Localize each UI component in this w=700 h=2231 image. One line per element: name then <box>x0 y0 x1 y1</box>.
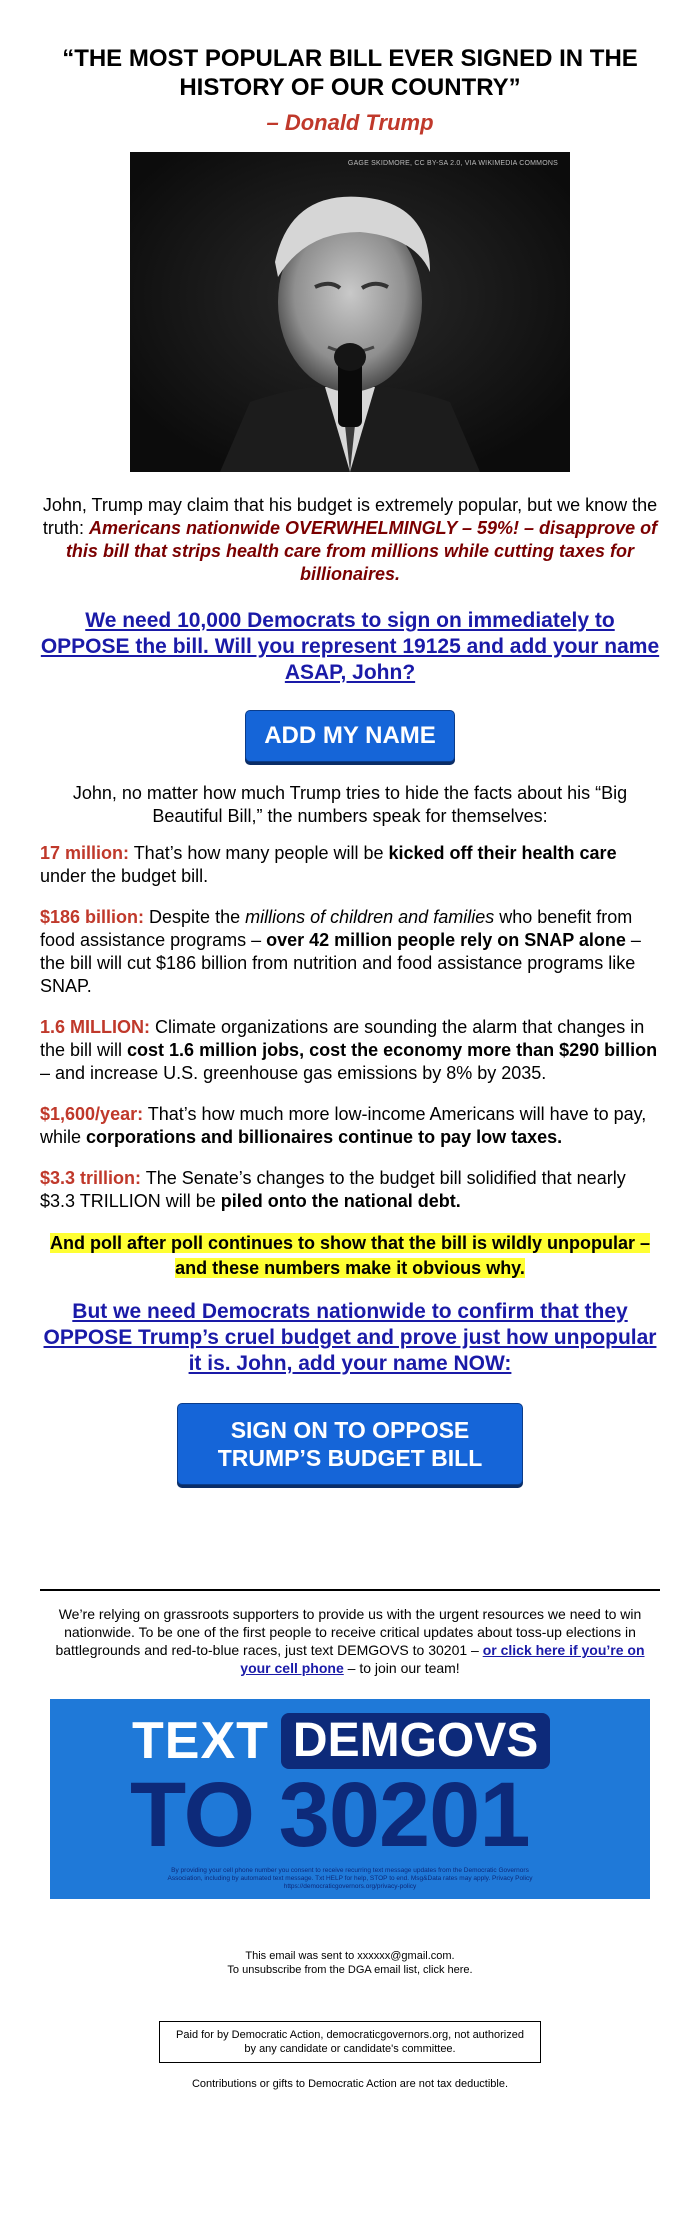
fact-label: 1.6 MILLION: <box>40 1017 151 1037</box>
unsubscribe-link[interactable]: To unsubscribe from the DGA email list, click here. <box>227 1964 473 1976</box>
fact-text: That’s how much more low-income Americans will have to pay, while <box>40 1104 647 1147</box>
confirm-oppose-link[interactable]: But we need Democrats nationwide to confirm that they OPPOSE Trump’s cruel budget and prove just how unpopular it is. John, add your name NOW: <box>43 1300 657 1375</box>
fact-text: That’s how many people will be <box>129 843 389 863</box>
fact-label: $186 billion: <box>40 907 145 927</box>
grassroots-after: – to join our team! <box>343 1660 460 1676</box>
banner-to-number: TO 30201 <box>130 1764 530 1866</box>
add-my-name-button[interactable]: ADD MY NAME <box>245 710 455 762</box>
sent-to-text: This email was sent to xxxxxx@gmail.com. <box>245 1950 455 1962</box>
header <box>40 0 660 136</box>
fact-item <box>40 1167 660 1213</box>
footer-email-info <box>40 1949 660 1977</box>
photo-credit: GAGE SKIDMORE, CC BY-SA 2.0, VIA WIKIMEDIA COMMONS <box>347 160 558 167</box>
fact-text: who benefit from food assistance programs – <box>40 907 633 950</box>
fact-text: under the budget bill. <box>40 866 209 886</box>
tax-disclaimer: Contributions or gifts to Democratic Action are not tax deductible. <box>191 2078 509 2090</box>
portrait-illustration <box>130 152 570 472</box>
fact-label: $3.3 trillion: <box>40 1168 142 1188</box>
fact-text: – the bill will cut $186 billion from nutrition and food assistance programs like SNAP. <box>40 930 641 996</box>
banner-top-line <box>132 1713 550 1769</box>
fact-text: Climate organizations are sounding the alarm that changes in the bill will <box>40 1017 645 1060</box>
numbers-intro: John, no matter how much Trump tries to hide the facts about his “Big Beautiful Bill,” the numbers speak for themselves: <box>72 783 628 826</box>
banner-text-word: TEXT <box>132 1712 269 1770</box>
divider <box>40 1589 660 1591</box>
paid-for-box: Paid for by Democratic Action, democraticgovernors.org, not authorized by any candidate or candidate's committee. <box>159 2021 541 2063</box>
cell-phone-link[interactable]: or click here if you’re on your cell phone <box>240 1642 645 1676</box>
fact-item <box>40 1103 660 1149</box>
grassroots-text: We’re relying on grassroots supporters to provide us with the urgent resources we need to win nationwide. To be one of the first people to receive critical updates about toss-up elections in battlegrounds and red-to-blue races, just text DEMGOVS to 30201 – <box>55 1606 642 1658</box>
fact-label: 17 million: <box>40 843 130 863</box>
facts-list <box>40 842 660 1213</box>
highlight-paragraph <box>40 1231 660 1281</box>
represent-zip-link[interactable]: We need 10,000 Democrats to sign on immediately to OPPOSE the bill. Will you represent 19125 and add your name ASAP, John? <box>40 609 660 684</box>
banner-keyword: DEMGOVS <box>281 1713 550 1769</box>
fact-item <box>40 842 660 888</box>
fact-text: – and increase U.S. greenhouse gas emissions by 8% by 2035. <box>40 1063 547 1083</box>
trump-photo <box>130 152 570 472</box>
grassroots-paragraph <box>40 1605 660 1677</box>
fact-text: millions of children and families <box>245 907 495 927</box>
fact-item <box>40 906 660 998</box>
fact-text: kicked off their health care <box>388 843 617 863</box>
headline-quote: “THE MOST POPULAR BILL EVER SIGNED IN THE HISTORY OF OUR COUNTRY” <box>62 45 638 101</box>
fact-label: $1,600/year: <box>40 1104 144 1124</box>
fact-item <box>40 1016 660 1085</box>
intro-emphasis: Americans nationwide OVERWHELMINGLY – 59%! – disapprove of this bill that strips health care from millions while cutting taxes for billionaires. <box>65 518 658 584</box>
button-line-1: SIGN ON TO OPPOSE <box>230 1417 470 1443</box>
banner-fine-print: By providing your cell phone number you consent to receive recurring text message updates from the Democratic Governors Association, including by automated text message. Txt HELP for help, STOP to end. Msg&Data rates may apply. Privacy Policy https://democraticgovernors.org/privacy-policy <box>167 1867 533 1890</box>
button-line-2: TRUMP’S BUDGET BILL <box>217 1445 483 1471</box>
fact-text: piled onto the national debt. <box>220 1191 461 1211</box>
fact-text: Despite the <box>144 907 246 927</box>
intro-paragraph <box>40 494 660 586</box>
fact-text: corporations and billionaires continue to pay low taxes. <box>86 1127 563 1147</box>
sign-on-oppose-button[interactable] <box>177 1403 524 1485</box>
text-demgovs-banner[interactable] <box>50 1699 650 1899</box>
quote-attribution: – Donald Trump <box>266 110 434 135</box>
fact-text: cost 1.6 million jobs, cost the economy more than $290 billion <box>127 1040 658 1060</box>
fact-text: The Senate’s changes to the budget bill solidified that nearly $3.3 TRILLION will be <box>40 1168 626 1211</box>
highlight-text: And poll after poll continues to show that the bill is wildly unpopular – and these numbers make it obvious why. <box>49 1233 650 1278</box>
fact-text: over 42 million people rely on SNAP alone <box>266 930 626 950</box>
intro-text: John, Trump may claim that his budget is extremely popular, but we know the truth: <box>42 495 658 538</box>
